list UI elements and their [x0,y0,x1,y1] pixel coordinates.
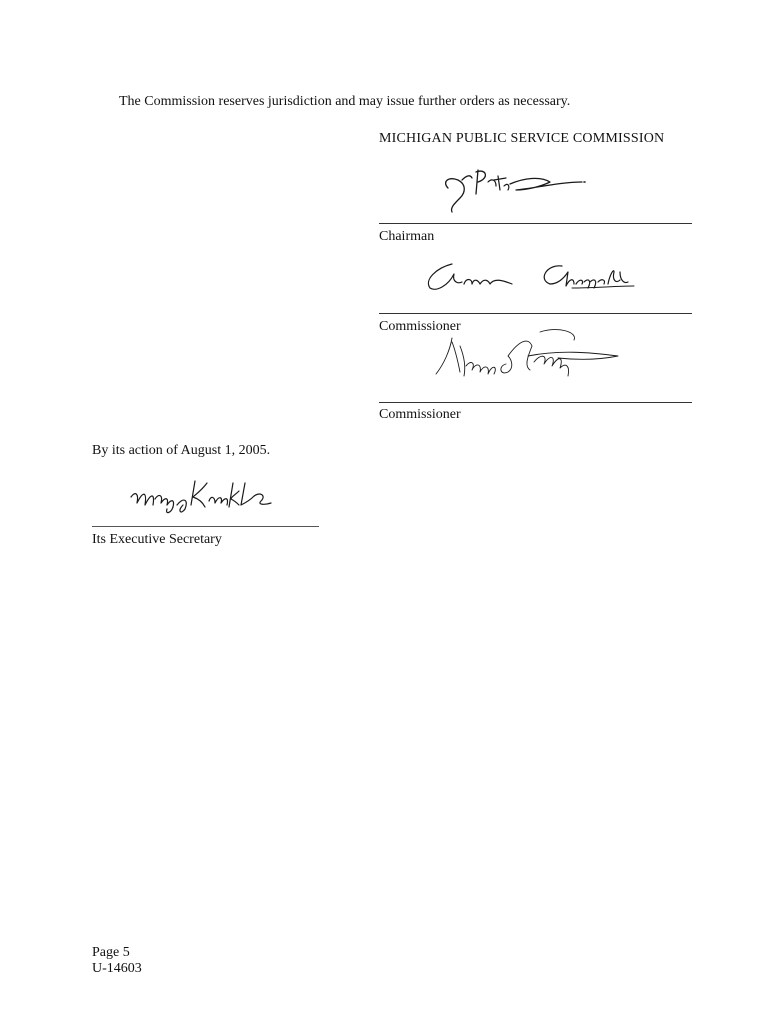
chairman-signature-line [379,223,692,224]
chairman-signature [440,160,590,215]
chairman-label: Chairman [379,229,435,244]
commissioner-2-label: Commissioner [379,407,461,422]
commissioner-1-signature [422,258,642,303]
executive-secretary-signature-line [92,526,319,527]
executive-secretary-label: Its Executive Secretary [92,532,222,547]
commissioner-1-signature-line [379,313,692,314]
footer-case-number: U-14603 [92,961,142,976]
commissioner-1-label: Commissioner [379,319,461,334]
commissioner-2-signature-line [379,402,692,403]
commission-name: MICHIGAN PUBLIC SERVICE COMMISSION [379,131,665,146]
commissioner-2-signature [428,326,628,388]
executive-secretary-signature [125,475,275,523]
closing-statement: The Commission reserves jurisdiction and may issue further orders as necessary. [119,94,571,109]
footer-page-number: Page 5 [92,945,130,960]
action-date-line: By its action of August 1, 2005. [92,443,271,458]
